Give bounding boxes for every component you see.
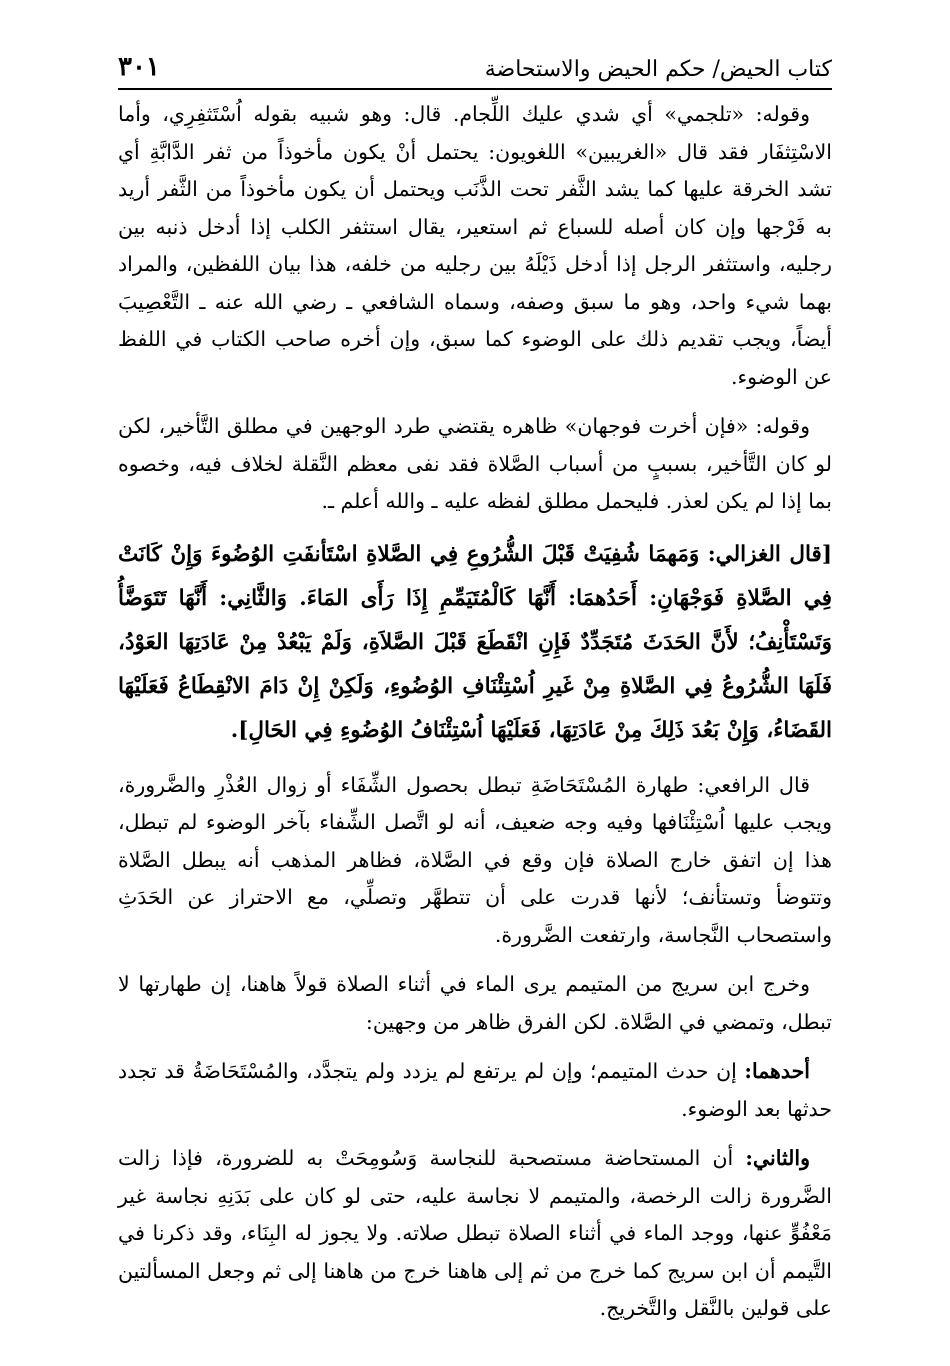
paragraph-text: وخرج ابن سريج من المتيمم يرى الماء في أثناء الصلاة قولاً هاهنا، إن طهارتها لا تبطل، وتمضي في الصَّلاة. لكن الفرق ظاهر من وجهين: <box>118 972 832 1034</box>
paragraph-lead: أحدهما: <box>744 1059 810 1083</box>
paragraph-lead: والثاني: <box>745 1146 810 1170</box>
paragraph-5 <box>118 966 832 1041</box>
paragraph-text: قال الرافعي: طهارة المُسْتَحَاضَةِ تبطل بحصول الشِّفَاء أو زوال العُذْرِ والضَّرورة، ويجب عليها اُسْتِئْنَافها وفيه وجه ضعيف، أنه لو اتَّصل الشِّفاء بآخر الوضوء لم تبطل، هذا إن اتفق خارج الصلاة فإن وقع في الصَّلاة، فظاهر المذهب أنه يبطل الصَّلاة وتتوضأ وتستأنف؛ لأنها قدرت على أن تتطهَّر وتصلِّي، مع الاحتراز عن الحَدَثِ واستصحاب النَّجاسة، وارتفعت الضَّرورة. <box>118 772 832 947</box>
paragraph-7 <box>118 1140 832 1328</box>
paragraph-2 <box>118 408 832 521</box>
paragraph-1 <box>118 96 832 396</box>
paragraph-text: [قال الغزالي: وَمَهمَا شُفِيَتْ قَبْلَ الشُّرُوعِ فِي الصَّلاةِ اسْتَأنفَتِ الوُضُوءَ وَإِنْ كَانَتْ فِي الصَّلاةِ فَوَجْهَانِ: أَحَدُهمَا: أَنَّهَا كَالْمُتَيَمِّمِ إِذَا رَأَى المَاءَ. وَالثَّانِي: أَنَّهَا تَتَوَضَّأُ وَتَسْتَأْنِفُ؛ لأَنَّ الحَدَثَ مُتَجَدِّدٌ فَإِنِ انْقَطَعَ قَبْلَ الصَّلاَةِ، وَلَمْ يَبْعُدْ مِنْ عَادَتِهَا العَوْدُ، فَلَهَا الشُّرُوعُ فِي الصَّلاةِ مِنْ غَيرِ اُسْتِئْنَافِ الوُضُوءِ، وَلَكِنْ إِنْ دَامَ الانْقِطَاعُ فَعَلَيْهَا القَضَاءُ، وَإِنْ بَعُدَ ذَلِكَ مِنْ عَادَتِهَا، فَعَلَيْهَا اُسْتِئْنَافُ الوُضُوءِ فِي الحَالِ]. <box>118 541 832 743</box>
paragraph-text: إن حدث المتيمم؛ وإن لم يرتفع لم يزدد ولم يتجدَّد، والمُسْتَحَاضَةُ قد تجدد حدثها بعد الوضوء. <box>118 1059 832 1121</box>
page-number: ٣٠١ <box>118 52 160 82</box>
paragraph-4 <box>118 767 832 955</box>
page-header <box>118 40 832 90</box>
running-title: كتاب الحيض/ حكم الحيض والاستحاضة <box>484 57 832 82</box>
paragraph-6 <box>118 1053 832 1128</box>
paragraph-text: وقوله: «تلجمي» أي شدي عليك اللِّجام. قال: وهو شبيه بقوله اُسْتَثفِرِي، وأما الاسْتِثفَار فقد قال «الغريبين» اللغويون: يحتمل أنْ يكون مأخوذاً من ثفر الدَّابَّةِ أي تشد الخرقة عليها كما يشد الثَّفر تحت الذَّنَب ويحتمل أن يكون مأخوذاً من الثَّفر أريد به فَرْجها وإن كان أصله للسباع ثم استعير، يقال استثفر الكلب إذا أدخل ذنبه بين رجليه، واستثفر الرجل إذا أدخل ذَيْلَهُ بين رجليه من خلفه، هذا بيان اللفظين، والمراد بهما شيء واحد، وهو ما سبق وصفه، وسماه الشافعي ـ رضي الله عنه ـ التَّعْصِيبَ أيضاً، ويجب تقديم ذلك على الوضوء كما سبق، وإن أخره صاحب الكتاب في اللفظ عن الوضوء. <box>118 102 832 389</box>
paragraph-text: وقوله: «فإن أخرت فوجهان» ظاهره يقتضي طرد الوجهين في مطلق التَّأخير، لكن لو كان التَّأخير، بسببٍ من أسباب الصَّلاة فقد نفى معظم النَّقلة لخلاف فيه، وخصوه بما إذا لم يكن لعذر. فليحمل مطلق لفظه عليه ـ والله أعلم ـ. <box>118 414 832 513</box>
paragraph-text: أن المستحاضة مستصحبة للنجاسة وَسُومِحَتْ به للضرورة، فإذا زالت الضَّرورة زالت الرخصة، والمتيمم لا نجاسة عليه، حتى لو كان على بَدَنِهِ نجاسة غير مَعْفُوٍّ عنها، ووجد الماء في أثناء الصلاة تبطل صلاته. ولا يجوز له البِنَاء، وقد ذكرنا في التَّيمم أن ابن سريج كما خرج من ثم إلى هاهنا خرج من هاهنا إلى ثم وجعل المسألتين على قولين بالنَّقل والتَّخريج. <box>118 1146 832 1320</box>
ghazali-quote <box>118 533 832 753</box>
page-body <box>118 96 832 1340</box>
